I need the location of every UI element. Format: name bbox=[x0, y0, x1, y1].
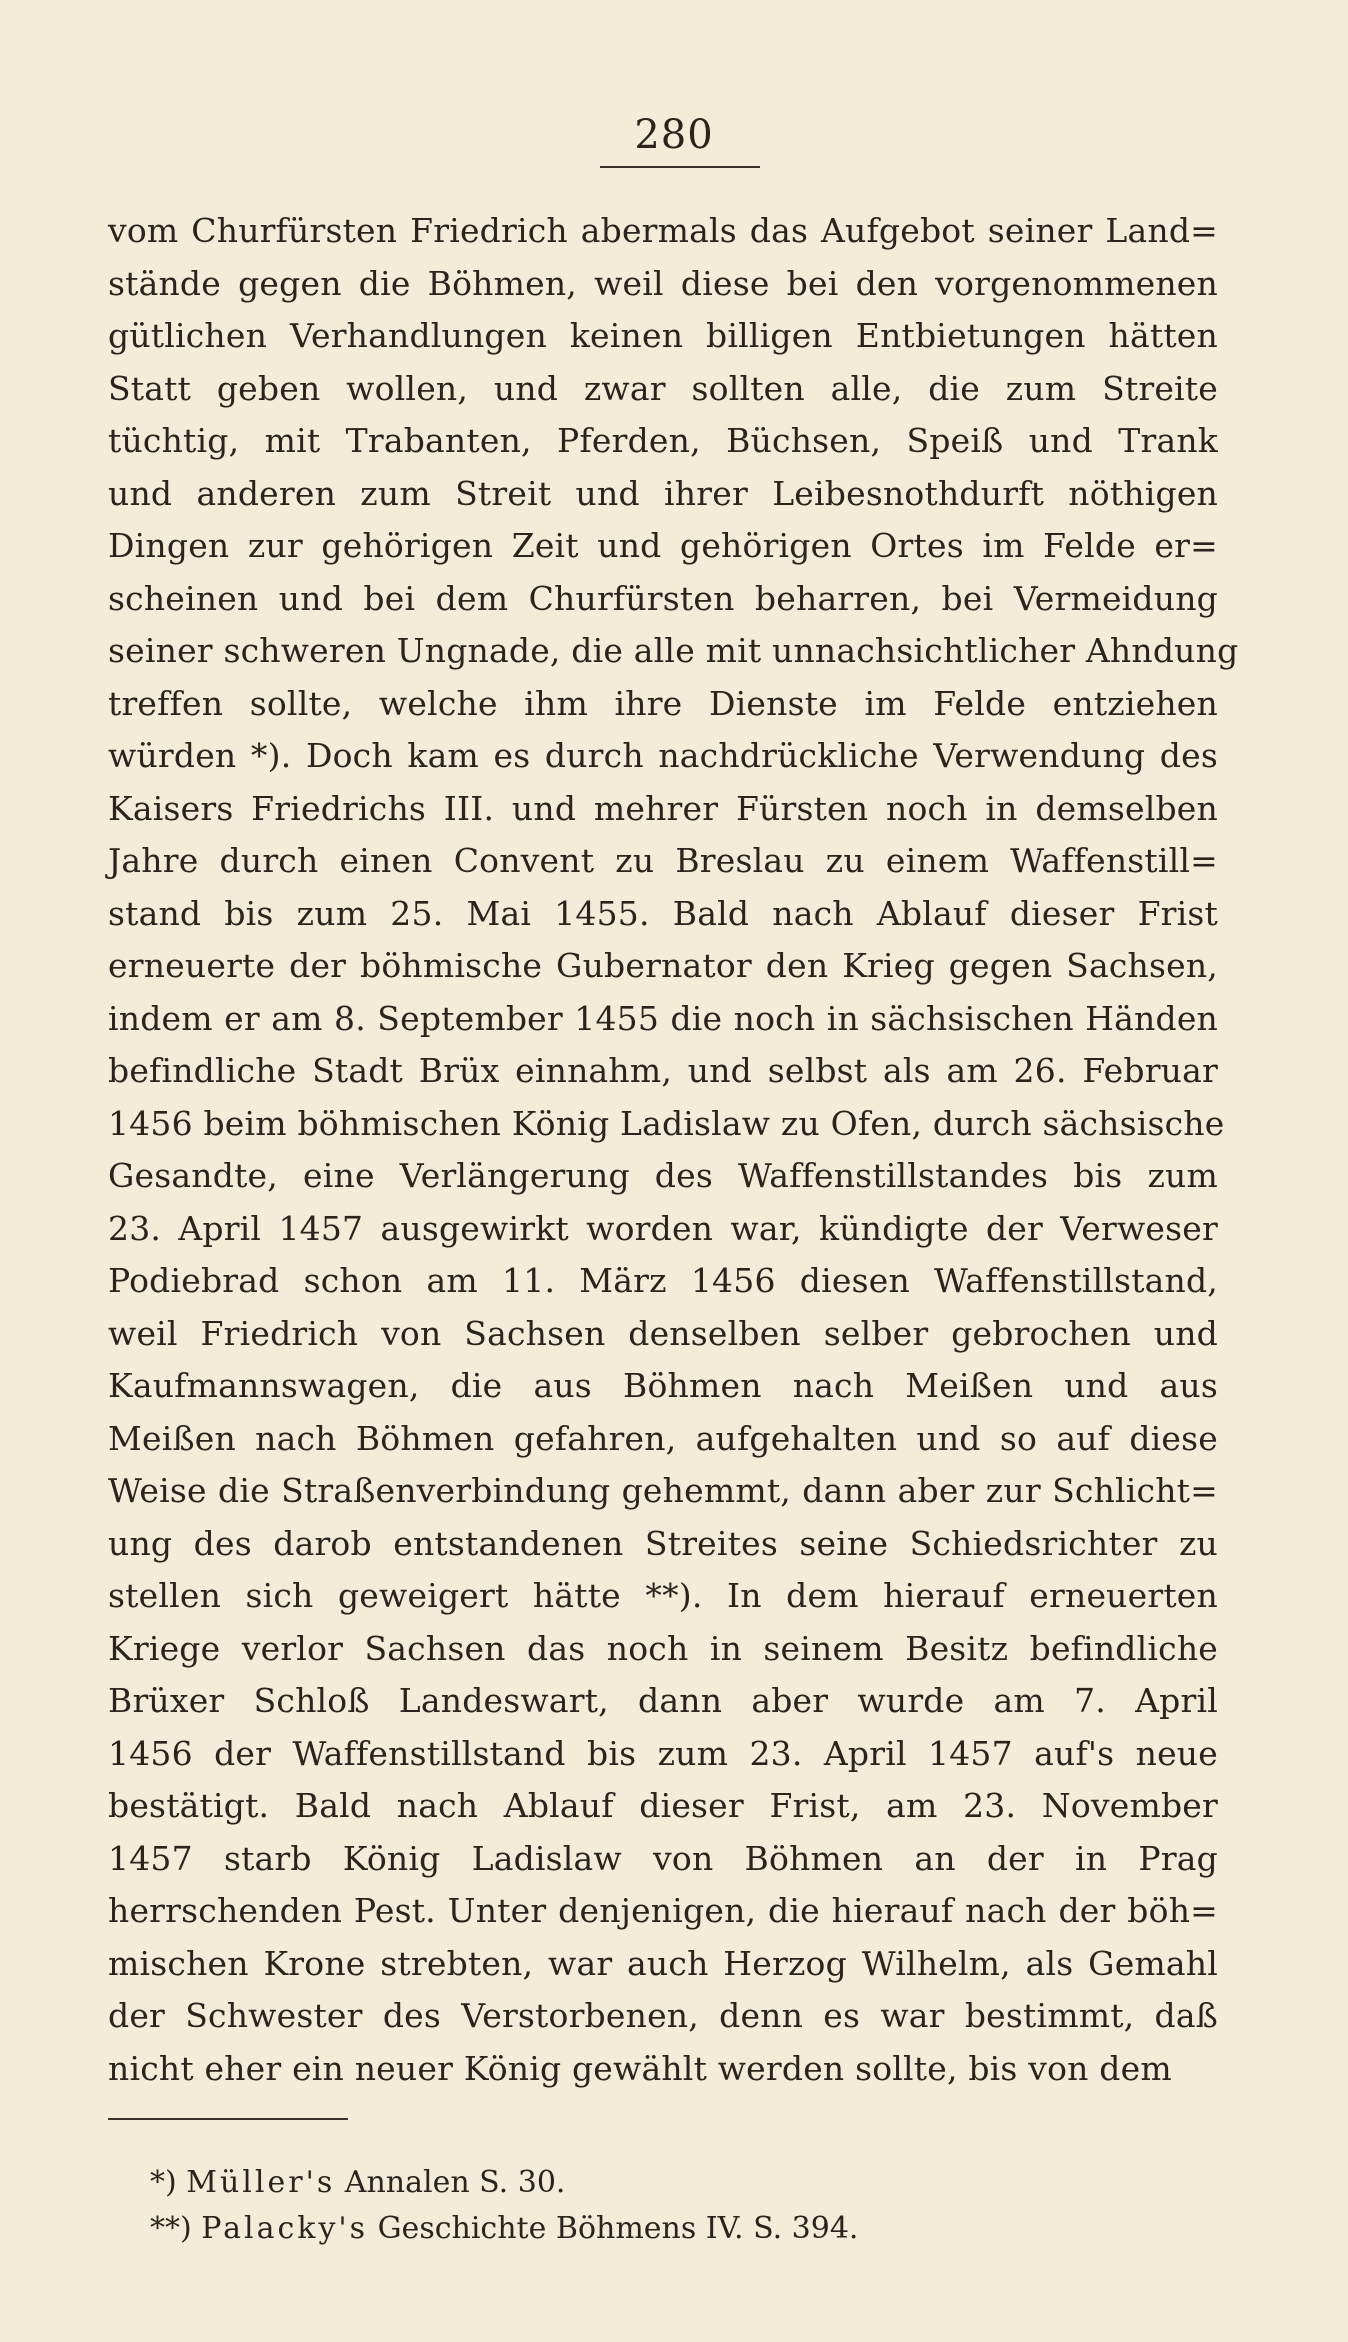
page-number: 280 bbox=[634, 112, 714, 158]
footnote-text: Geschichte Böhmens IV. S. 394. bbox=[377, 2211, 859, 2246]
footnote-author: Palacky's bbox=[201, 2211, 369, 2246]
footnote-mark: *) bbox=[150, 2165, 177, 2200]
text-line: Meißen nach Böhmen gefahren, aufgehalten und so auf diese bbox=[108, 1418, 1218, 1458]
text-line: 1457 starb König Ladislaw von Böhmen an der in Prag bbox=[108, 1838, 1218, 1878]
text-line: und anderen zum Streit und ihrer Leibesnothdurft nöthigen bbox=[108, 473, 1218, 513]
text-line: indem er am 8. September 1455 die noch in sächsischen Händen bbox=[108, 998, 1218, 1038]
text-line: ung des darob entstandenen Streites seine Schiedsrichter zu bbox=[108, 1523, 1218, 1563]
text-line: mischen Krone strebten, war auch Herzog Wilhelm, als Gemahl bbox=[108, 1943, 1218, 1983]
text-line: 23. April 1457 ausgewirkt worden war, kündigte der Verweser bbox=[108, 1208, 1218, 1248]
text-line: vom Churfürsten Friedrich abermals das Aufgebot seiner Land= bbox=[108, 211, 1218, 250]
text-line: Podiebrad schon am 11. März 1456 diesen Waffenstillstand, bbox=[108, 1261, 1218, 1300]
footnote bbox=[150, 2206, 858, 2252]
text-line: Statt geben wollen, und zwar sollten alle, die zum Streite bbox=[108, 368, 1218, 408]
text-line: seiner schweren Ungnade, die alle mit unnachsichtlicher Ahndung bbox=[108, 631, 1239, 670]
text-line: 1456 der Waffenstillstand bis zum 23. April 1457 auf's neue bbox=[108, 1733, 1218, 1773]
text-line: Kaisers Friedrichs III. und mehrer Fürsten noch in demselben bbox=[108, 788, 1218, 828]
text-line: scheinen und bei dem Churfürsten beharren, bei Vermeidung bbox=[108, 578, 1218, 618]
text-line: gütlichen Verhandlungen keinen billigen Entbietungen hätten bbox=[108, 316, 1218, 355]
text-line: nicht eher ein neuer König gewählt werden sollte, bis von dem bbox=[108, 2048, 1172, 2088]
text-line: Kriege verlor Sachsen das noch in seinem Besitz befindliche bbox=[108, 1628, 1218, 1668]
text-line: weil Friedrich von Sachsen denselben selber gebrochen und bbox=[108, 1313, 1218, 1353]
text-line: Dingen zur gehörigen Zeit und gehörigen Ortes im Felde er= bbox=[108, 526, 1218, 565]
text-line: 1456 beim böhmischen König Ladislaw zu Ofen, durch sächsische bbox=[108, 1103, 1225, 1143]
text-line: tüchtig, mit Trabanten, Pferden, Büchsen, Speiß und Trank bbox=[108, 421, 1218, 460]
page-number-rule bbox=[600, 166, 760, 168]
footnotes bbox=[150, 2160, 858, 2252]
footnote-author: Müller's bbox=[186, 2165, 336, 2200]
footnote bbox=[150, 2160, 858, 2206]
text-line: Jahre durch einen Convent zu Breslau zu einem Waffenstill= bbox=[108, 841, 1218, 880]
text-line: stände gegen die Böhmen, weil diese bei den vorgenommenen bbox=[108, 263, 1218, 303]
text-line: der Schwester des Verstorbenen, denn es war bestimmt, daß bbox=[108, 1996, 1218, 2035]
footnote-text: Annalen S. 30. bbox=[344, 2165, 566, 2200]
text-line: bestätigt. Bald nach Ablauf dieser Frist, am 23. November bbox=[108, 1786, 1218, 1825]
text-line: Brüxer Schloß Landeswart, dann aber wurde am 7. April bbox=[108, 1681, 1218, 1720]
text-line: stellen sich geweigert hätte **). In dem hierauf erneuerten bbox=[108, 1576, 1218, 1615]
body-text bbox=[108, 205, 1239, 2095]
footnote-mark: **) bbox=[150, 2211, 192, 2246]
text-line: befindliche Stadt Brüx einnahm, und selbst als am 26. Februar bbox=[108, 1051, 1218, 1090]
text-line: Kaufmannswagen, die aus Böhmen nach Meißen und aus bbox=[108, 1366, 1218, 1405]
footnote-rule bbox=[108, 2118, 348, 2120]
text-line: herrschenden Pest. Unter denjenigen, die hierauf nach der böh= bbox=[108, 1891, 1218, 1930]
text-line: stand bis zum 25. Mai 1455. Bald nach Ablauf dieser Frist bbox=[108, 893, 1218, 933]
text-line: würden *). Doch kam es durch nachdrückliche Verwendung des bbox=[108, 736, 1218, 775]
text-line: erneuerte der böhmische Gubernator den Krieg gegen Sachsen, bbox=[108, 946, 1218, 985]
text-line: treffen sollte, welche ihm ihre Dienste im Felde entziehen bbox=[108, 683, 1218, 723]
text-line: Weise die Straßenverbindung gehemmt, dann aber zur Schlicht= bbox=[108, 1471, 1218, 1510]
text-line: Gesandte, eine Verlängerung des Waffenstillstandes bis zum bbox=[108, 1156, 1218, 1195]
